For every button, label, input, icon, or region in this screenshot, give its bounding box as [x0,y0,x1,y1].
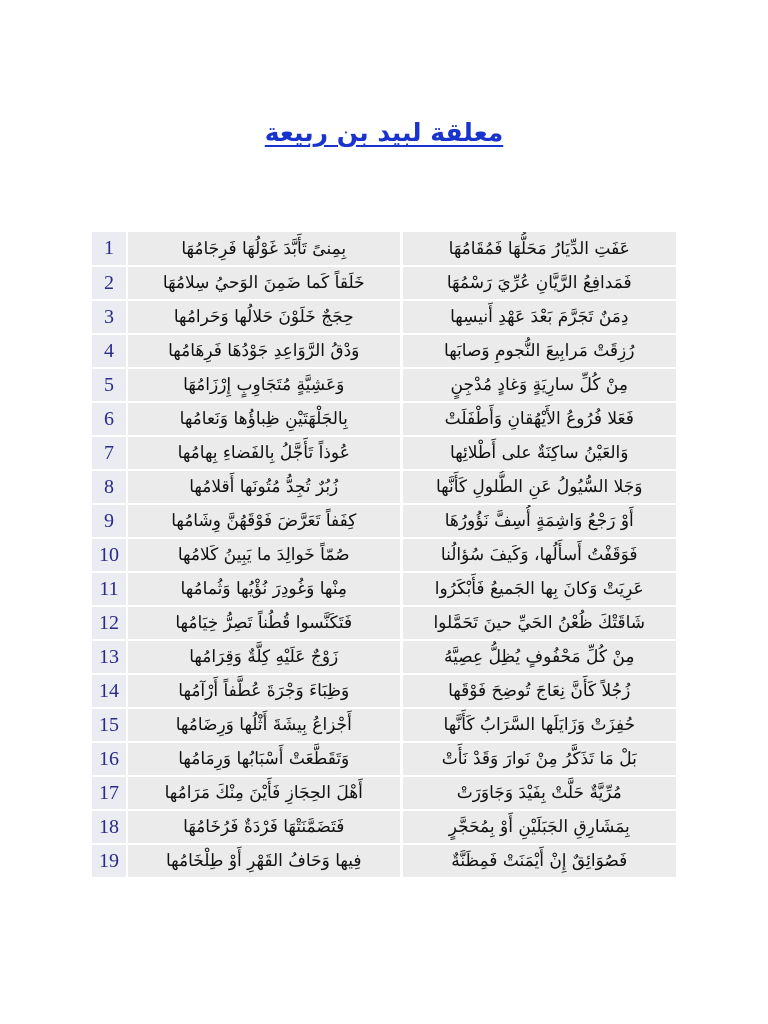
verse-row [92,334,676,368]
verse-second-hemistich: زُبُرٌ تُجِدُّ مُتُونَها أَقلامُها [127,470,401,504]
verse-number: 16 [92,742,127,776]
verse-row [92,470,676,504]
verse-row [92,742,676,776]
verse-row [92,368,676,402]
verse-row [92,538,676,572]
verse-first-hemistich: رُزِقَتْ مَرابِيعَ النُّجومِ وَصابَها [401,334,676,368]
verse-first-hemistich: فَصُوَائِقٌ إِنْ أَيْمَنَتْ فَمِظَنَّةٌ [401,844,676,878]
verse-number: 19 [92,844,127,878]
verse-row [92,844,676,878]
verse-first-hemistich: مِنْ كُلِّ سارِيَةٍ وَغادٍ مُدْجِنٍ [401,368,676,402]
verse-first-hemistich: عَفَتِ الدِّيَارُ مَحَلُّهَا فَمُقَامُهَا [401,232,676,266]
verse-number: 18 [92,810,127,844]
verse-second-hemistich: وَتَقَطَّعَتْ أَسْبَابُها وَرِمَامُها [127,742,401,776]
verse-number: 7 [92,436,127,470]
verse-second-hemistich: فَتَضَمَّنَتْهَا فَرْدَةٌ فَرُخَامُهَا [127,810,401,844]
verse-number: 6 [92,402,127,436]
verse-number: 15 [92,708,127,742]
verse-first-hemistich: فَعَلا فُرُوعُ الأَيْهُقانِ وَأَطْفَلَتْ [401,402,676,436]
verse-second-hemistich: صُمّاً خَوالِدَ ما يَبِينُ كَلامُها [127,538,401,572]
verse-second-hemistich: بِالجَلْهَتَيْنِ ظِباؤُها وَنَعامُها [127,402,401,436]
verse-number: 11 [92,572,127,606]
verse-number: 5 [92,368,127,402]
verse-first-hemistich: فَوَقَفْتُ أَسأَلُها، وَكَيفَ سُؤالُنا [401,538,676,572]
verse-number: 2 [92,266,127,300]
verse-number: 8 [92,470,127,504]
verse-number: 9 [92,504,127,538]
verse-second-hemistich: أَجْزاعُ بِيشَةَ أَثْلُها وَرِضَامُها [127,708,401,742]
poem-table [92,232,676,879]
verse-first-hemistich: عَرِيَتْ وَكانَ بِها الجَميعُ فَأَبْكَرُوا [401,572,676,606]
verse-second-hemistich: حِجَجٌ خَلَوْنَ حَلالُها وَحَرامُها [127,300,401,334]
verse-first-hemistich: أَوْ رَجْعُ وَاشِمَةٍ أُسِفَّ نَؤُورُهَا [401,504,676,538]
verse-number: 13 [92,640,127,674]
verse-first-hemistich: بِمَشَارِقِ الجَبَلَيْنِ أَوْ بِمُحَجَّرٍ [401,810,676,844]
verse-second-hemistich: زَوْجٌ عَلَيْهِ كِلَّةٌ وَقِرَامُها [127,640,401,674]
verse-second-hemistich: وَظِبَاءَ وَجْرَةَ عُطَّفاً أَرْآمُها [127,674,401,708]
verse-first-hemistich: شَاقَتْكَ ظُعْنُ الحَيِّ حينَ تَحَمَّلوا [401,606,676,640]
verse-row [92,402,676,436]
verse-row [92,606,676,640]
verse-first-hemistich: وَجَلا السُّيُولُ عَنِ الطُّلولِ كَأَنَّها [401,470,676,504]
verse-number: 10 [92,538,127,572]
verse-second-hemistich: وَعَشِيَّةٍ مُتَجَاوِبٍ إِرْزَامُهَا [127,368,401,402]
verse-row [92,640,676,674]
verse-row [92,436,676,470]
verse-number: 1 [92,232,127,266]
verse-second-hemistich: مِنْها وَغُودِرَ نُؤْيُها وَثُمامُها [127,572,401,606]
verse-first-hemistich: بَلْ مَا تَذَكَّرُ مِنْ نَوارَ وَقَدْ نَأَتْ [401,742,676,776]
verse-row [92,708,676,742]
page-title: معلقة لبيد بن ربيعة [264,118,504,147]
verse-second-hemistich: كِفَفاً تَعَرَّضَ فَوْقَهُنَّ وِشَامُها [127,504,401,538]
verse-second-hemistich: بِمِنىً تَأَبَّدَ غَوْلُهَا فَرِجَامُهَا [127,232,401,266]
verse-first-hemistich: زُجُلاً كَأَنَّ نِعَاجَ تُوضِحَ فَوْقَها [401,674,676,708]
verse-second-hemistich: فَتَكَنَّسوا قُطُناً تَصِرُّ خِيَامُها [127,606,401,640]
verse-second-hemistich: عُوذاً تَأَجَّلُ بِالفَضاءِ بِهامُها [127,436,401,470]
verse-first-hemistich: مُرِّيَّةٌ حَلَّتْ بِفَيْدَ وَجَاوَرَتْ [401,776,676,810]
verse-number: 3 [92,300,127,334]
verse-row [92,674,676,708]
verse-number: 14 [92,674,127,708]
verse-row [92,810,676,844]
verse-first-hemistich: وَالعَيْنُ ساكِنَةٌ على أَطْلائِها [401,436,676,470]
verse-first-hemistich: فَمَدافِعُ الرَّيَّانِ عُرِّيَ رَسْمُهَا [401,266,676,300]
verse-second-hemistich: أَهْلَ الحِجَازِ فَأَيْنَ مِنْكَ مَرَامُها [127,776,401,810]
verse-second-hemistich: فِيها وَحَافُ القَهْرِ أَوْ طِلْخَامُها [127,844,401,878]
verse-first-hemistich: حُفِزَتْ وَزَايَلَها السَّرَابُ كَأَنَّها [401,708,676,742]
verse-row [92,232,676,266]
verse-row [92,266,676,300]
verse-first-hemistich: مِنْ كُلِّ مَحْفُوفٍ يُظِلُّ عِصِيَّهُ [401,640,676,674]
verse-row [92,504,676,538]
verse-second-hemistich: وَدْقُ الرَّوَاعِدِ جَوْدُهَا فَرِهَامُها [127,334,401,368]
verse-number: 12 [92,606,127,640]
verse-row [92,300,676,334]
verse-first-hemistich: دِمَنٌ تَجَرَّمَ بَعْدَ عَهْدِ أَنيسِها [401,300,676,334]
verse-number: 17 [92,776,127,810]
verse-row [92,776,676,810]
verse-second-hemistich: خَلَقاً كَما ضَمِنَ الوَحيُ سِلامُهَا [127,266,401,300]
verse-number: 4 [92,334,127,368]
verse-row [92,572,676,606]
